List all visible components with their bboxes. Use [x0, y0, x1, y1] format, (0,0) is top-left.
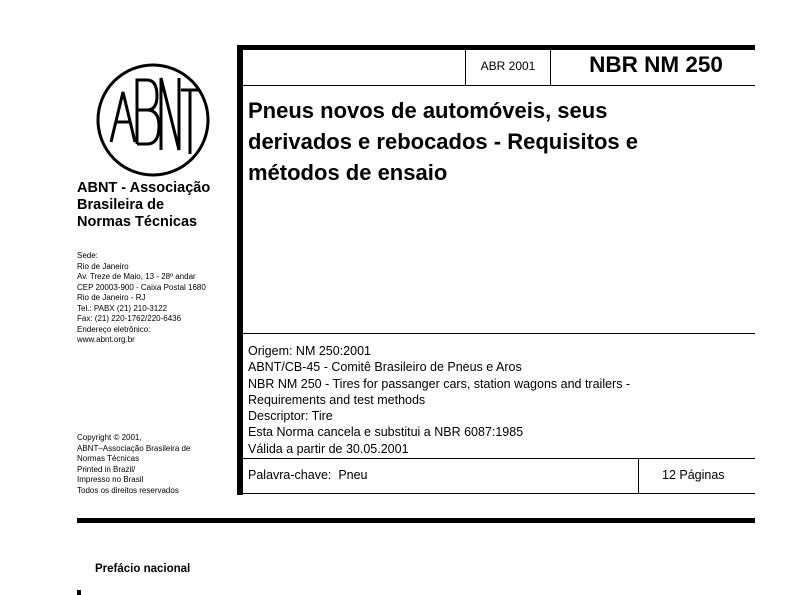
info-top-divider: [243, 333, 755, 334]
document-title: [248, 95, 753, 188]
address-block: [77, 251, 237, 346]
standard-code: NBR NM 250: [589, 52, 723, 77]
address-line: Rio de Janeiro: [77, 261, 129, 271]
info-line: Descriptor: Tire: [248, 409, 333, 424]
organization-name: [77, 180, 237, 231]
copyright-line: Printed in Brazil/: [77, 464, 136, 474]
copyright-line: Copyright © 2001,: [77, 433, 142, 442]
address-line: Fax: (21) 220-1762/220-6436: [77, 314, 182, 323]
copyright-line: Todos os direitos reservados: [77, 485, 179, 495]
address-line: Sede:: [77, 251, 98, 260]
address-line: Endereço eletrônico:: [77, 324, 151, 334]
abnt-logo: [95, 62, 211, 178]
address-line: Tel.: PABX (21) 210-3122: [77, 303, 168, 313]
copyright-line: Normas Técnicas: [77, 454, 140, 463]
keyword: Palavra-chave: Pneu: [248, 468, 368, 482]
org-name-line: ABNT - Associação: [77, 180, 211, 196]
footer-divider: [638, 458, 639, 494]
address-line: Rio de Janeiro - RJ: [77, 293, 146, 302]
footer-bottom-line: [243, 493, 755, 494]
info-line: Origem: NM 250:2001: [248, 344, 371, 358]
info-line: Válida a partir de 30.05.2001: [248, 441, 409, 456]
info-line: NBR NM 250 - Tires for passanger cars, station wagons and trailers -: [248, 376, 631, 391]
header-divider: [243, 85, 755, 86]
copyright-block: [77, 433, 237, 496]
date-right-divider: [550, 50, 551, 85]
title-line: Pneus novos de automóveis, seus: [248, 98, 608, 123]
org-name-line: Brasileira de: [77, 197, 165, 213]
section-bar: [77, 518, 755, 523]
address-line: Av. Treze de Maio, 13 - 28º andar: [77, 272, 196, 281]
info-bottom-divider: [243, 458, 755, 459]
info-line: ABNT/CB-45 - Comitê Brasileiro de Pneus e Aros: [248, 360, 522, 375]
info-line: Requirements and test methods: [248, 392, 426, 407]
address-line: CEP 20003-900 - Caixa Postal 1680: [77, 282, 206, 292]
publication-date: ABR 2001: [480, 59, 536, 73]
preface-heading: Prefácio nacional: [95, 563, 191, 575]
corner-mark: [77, 590, 81, 595]
page-count: 12 Páginas: [662, 468, 725, 482]
frame-left-bar: [237, 45, 243, 495]
copyright-line: Impresso no Brasil: [77, 475, 144, 484]
info-line: Esta Norma cancela e substitui a NBR 6087:1985: [248, 425, 524, 440]
copyright-line: ABNT–Associação Brasileira de: [77, 443, 191, 453]
org-name-line: Normas Técnicas: [77, 214, 198, 230]
date-left-divider: [465, 50, 466, 85]
address-line: www.abnt.org.br: [77, 335, 135, 344]
document-info: [248, 343, 753, 457]
frame-top-bar: [237, 45, 755, 50]
title-line: métodos de ensaio: [248, 160, 448, 185]
title-line: derivados e rebocados - Requisitos e: [248, 129, 639, 154]
